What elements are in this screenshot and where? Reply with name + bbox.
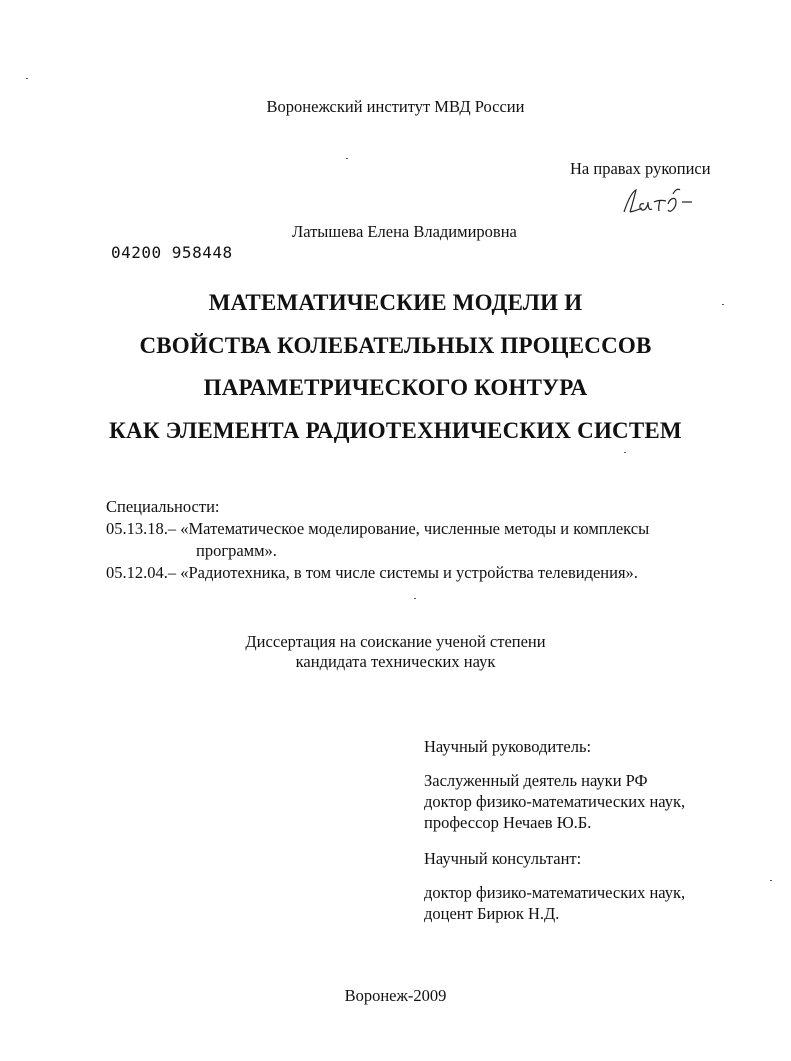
handwritten-signature xyxy=(618,184,708,218)
specialties-heading: Специальности: xyxy=(106,497,220,516)
consultant-block xyxy=(424,848,685,924)
specialties-block xyxy=(106,496,649,584)
supervisor-line: профессор Нечаев Ю.Б. xyxy=(424,813,592,832)
supervisor-heading: Научный руководитель: xyxy=(424,737,592,756)
supervisor-line: доктор физико-математических наук, xyxy=(424,792,686,811)
title-line: МАТЕМАТИЧЕСКИЕ МОДЕЛИ И xyxy=(208,290,583,315)
manuscript-rights-note: На правах рукописи xyxy=(570,159,711,178)
title-line: СВОЙСТВА КОЛЕБАТЕЛЬНЫХ ПРОЦЕССОВ xyxy=(139,332,652,358)
scan-speck xyxy=(346,158,348,159)
degree-line: Диссертация на соискание ученой степени xyxy=(245,632,546,651)
supervisor-line: Заслуженный деятель науки РФ xyxy=(424,771,648,790)
scan-speck xyxy=(624,452,626,453)
consultant-line: доктор физико-математических наук, xyxy=(424,883,686,902)
title-line: КАК ЭЛЕМЕНТА РАДИОТЕХНИЧЕСКИХ СИСТЕМ xyxy=(109,417,682,443)
degree-statement xyxy=(0,632,791,672)
institute-name: Воронежский институт МВД России xyxy=(266,97,525,116)
author-name: Латышева Елена Владимировна xyxy=(292,222,517,241)
consultant-line: доцент Бирюк Н.Д. xyxy=(424,904,560,923)
scan-speck xyxy=(722,304,724,305)
consultant-heading: Научный консультант: xyxy=(424,849,582,868)
city-year: Воронеж-2009 xyxy=(344,986,447,1005)
degree-line: кандидата технических наук xyxy=(295,652,496,671)
scan-speck xyxy=(414,598,416,599)
archive-number-stamp: 04200 958448 xyxy=(111,243,233,262)
scan-speck xyxy=(770,880,772,881)
specialty-item: 05.13.18.– «Математическое моделирование, численные методы и комплексы xyxy=(106,519,650,538)
supervisor-block xyxy=(424,736,685,833)
title-line: ПАРАМЕТРИЧЕСКОГО КОНТУРА xyxy=(203,375,588,400)
specialty-item-continuation: программ». xyxy=(196,541,277,560)
specialty-item: 05.12.04.– «Радиотехника, в том числе системы и устройства телевидения». xyxy=(106,563,638,582)
scan-speck xyxy=(26,78,28,79)
thesis-title xyxy=(0,282,791,452)
